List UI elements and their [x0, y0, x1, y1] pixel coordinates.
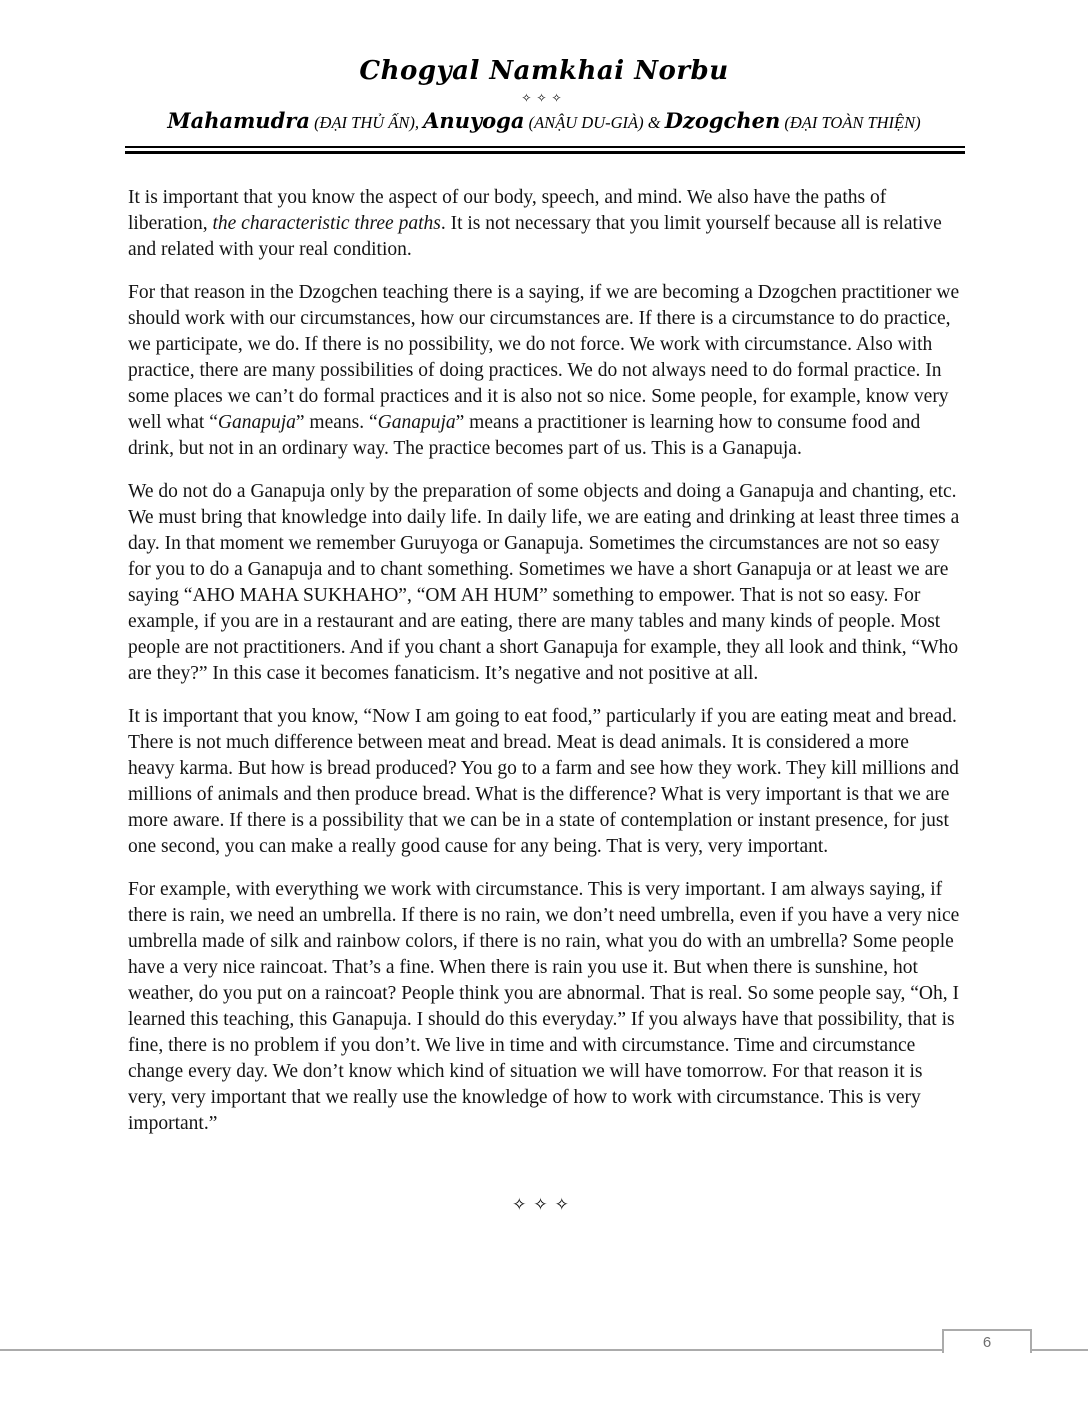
body-text [128, 185, 960, 1137]
header-diamond-ornament: ✧✧✧ [521, 91, 567, 105]
text-segment: We do not do a Ganapuja only by the preparation of some objects and doing a Ganapuja and chanting, etc. We must bring that knowledge into daily life. In daily life, we are eating and drinking at least three times a day. In that moment we remember Guruyoga or Ganapuja. Sometimes the circumstances are not so easy for you to do a Ganapuja and to chant something. Sometimes we have a short Ganapuja or at least we are saying “AHO MAHA SUKHAHO”, “OM AH HUM” something to empower. That is not so easy. For example, if you are in a restaurant and are eating, there are many tables and many kinds of people. Most people are not practitioners. And if you chant a short Ganapuja for example, they all look and think, “Who are they?” In this case it becomes fanaticism. It’s negative and not positive at all. [128, 481, 960, 684]
document-header [0, 0, 1088, 154]
text-segment: It is important that you know the aspect of our body, speech, and mind. We also have the paths of liberation, [128, 187, 887, 234]
text-segment: ” means. “ [295, 412, 378, 433]
page-number-tab [942, 1329, 1032, 1353]
paragraph [128, 185, 960, 263]
text-segment: Ganapuja [377, 412, 456, 433]
subtitle-segment: (ĐẠI TOÀN THIỆN) [780, 113, 921, 132]
text-segment: It is important that you know, “Now I am going to eat food,” particularly if you are eating meat and bread. There is not much difference between meat and bread. Meat is dead animals. It is considered a more heavy karma. But how is bread produced? You go to a farm and see how they work. They kill millions and millions of animals and then produce bread. What is the difference? What is very important is that we are more aware. If there is a possibility that we can be in a state of contemplation or instant presence, for just one second, you can make a really good cause for any being. That is very, very important. [128, 706, 959, 857]
page-boundary-line [0, 1333, 1088, 1351]
paragraph [128, 704, 960, 860]
document-title: Chogyal Namkhai Norbu [359, 56, 729, 86]
text-segment: For example, with everything we work with circumstance. This is very important. I am always saying, if there is rain, we need an umbrella. If there is no rain, we don’t need umbrella, even if you have a very nice umbrella made of silk and rainbow colors, if there is no rain, what you do with an umbrella? Some people have a very nice raincoat. That’s a fine. When there is rain you use it. But when there is sunshine, hot weather, do you put on a raincoat? People think you are abnormal. That is real. So some people say, “Oh, I learned this teaching, this Ganapuja. I should do this everyday.” If you always have that possibility, that is fine, there is no problem if you don’t. We live in time and with circumstance. Time and circumstance change every day. We don’t know which kind of situation we will have tomorrow. For that reason it is very, very important that we really use the knowledge of how to work with circumstance. This is very important.” [128, 879, 960, 1134]
text-segment: the characteristic three paths [212, 213, 441, 234]
text-segment: ” means a practitioner is learning how to consume food and drink, but not in an ordinary way. The practice becomes part of us. This is a Ganapuja. [128, 412, 921, 459]
subtitle-segment: (ANẬU DU-GIÀ) & [524, 113, 665, 132]
text-segment: For that reason in the Dzogchen teaching there is a saying, if we are becoming a Dzogchen practitioner we should work with our circumstances, how our circumstances are. If there is a circumstance to do practice, we participate, we do. If there is no possibility, we do not force. We work with circumstance. Also with practice, there are many possibilities of doing practices. We do not always need to do formal practice. In some places we can’t do formal practices and it is also not so nice. Some people, for example, know very well what “ [128, 282, 960, 433]
paragraph [128, 877, 960, 1137]
page-number: 6 [982, 1333, 992, 1351]
paragraph [128, 479, 960, 687]
document-subtitle [0, 109, 1088, 135]
text-segment: Ganapuja [217, 412, 296, 433]
subtitle-segment: (ĐẠI THỦ ẤN), [309, 113, 424, 132]
subtitle-segment: Mahamudra [167, 108, 310, 133]
text-segment: . It is not necessary that you limit yourself because all is relative and related with your real condition. [128, 213, 942, 260]
footer-diamond-ornament: ✧✧✧ [512, 1195, 576, 1214]
subtitle-segment: Anuyoga [423, 108, 525, 133]
paragraph [128, 280, 960, 462]
subtitle-segment: Dzogchen [664, 108, 781, 133]
header-divider-rule [125, 146, 965, 154]
